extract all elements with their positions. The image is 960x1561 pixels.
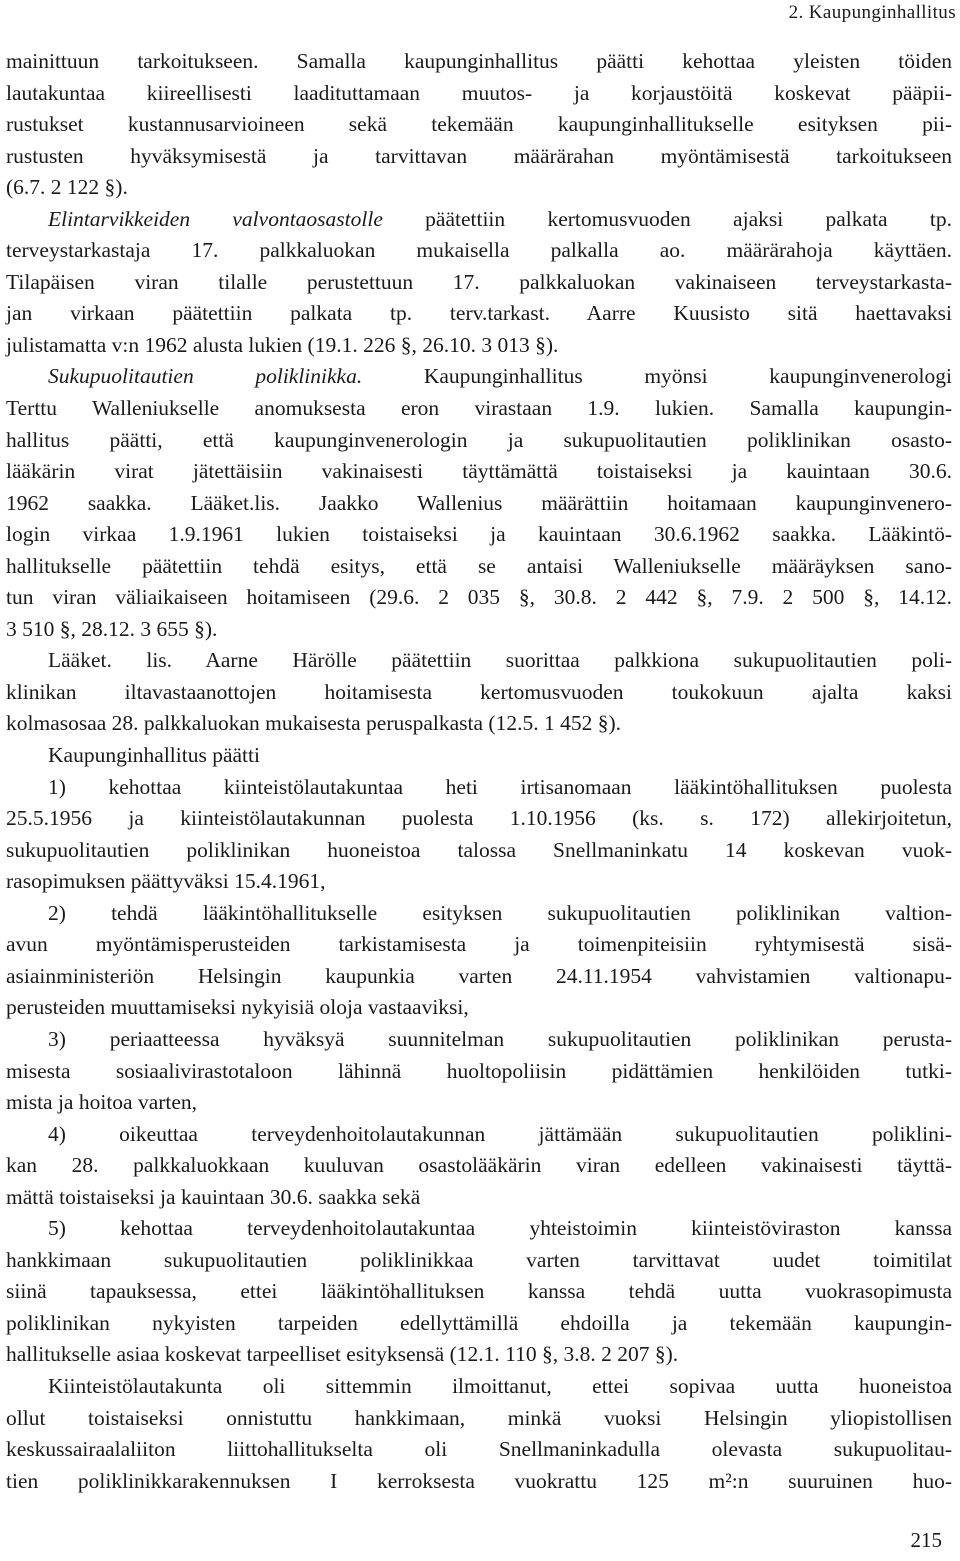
text-segment: rustukset kustannusarvioineen sekä tekemään kaupunginhallitukselle esityksen pii- xyxy=(6,112,952,137)
text-line xyxy=(6,835,952,867)
text-line xyxy=(6,1213,952,1245)
text-line xyxy=(6,551,952,583)
text-segment: 2) tehdä lääkintöhallitukselle esityksen sukupuolitautien poliklinikan valtion- xyxy=(48,900,952,925)
text-segment: keskussairaalaliiton liittohallitukselta oli Snellmaninkadulla olevasta sukupuolitau- xyxy=(6,1437,952,1462)
running-header: 2. Kaupunginhallitus xyxy=(788,2,956,23)
text-line xyxy=(6,109,952,141)
text-segment: mättä toistaiseksi ja kauintaan 30.6. saakka sekä xyxy=(6,1184,421,1209)
text-segment: Lääket. lis. Aarne Härölle päätettiin suorittaa palkkiona sukupuolitautien poli- xyxy=(48,648,952,673)
text-segment: lautakuntaa kiireellisesti laadituttamaan muutos- ja korjaustöitä koskevat pääpii- xyxy=(6,80,952,105)
text-line xyxy=(6,1434,952,1466)
text-segment: mainittuun tarkoitukseen. Samalla kaupunginhallitus päätti kehottaa yleisten töiden xyxy=(6,49,952,73)
text-segment: rasopimuksen päättyväksi 15.4.1961, xyxy=(6,869,326,894)
text-line xyxy=(6,961,952,993)
text-line xyxy=(6,1150,952,1182)
text-line xyxy=(6,141,952,173)
section-heading: Sukupuolitautien poliklinikka. xyxy=(48,364,363,389)
text-line xyxy=(6,645,952,677)
text-segment: (6.7. 2 122 §). xyxy=(6,175,128,200)
text-segment: hallitukselle asiaa koskevat tarpeelliset esityksensä (12.1. 110 §, 3.8. 2 207 §). xyxy=(6,1342,679,1367)
text-segment: Kaupunginhallitus päätti xyxy=(48,743,260,768)
text-line xyxy=(6,772,952,804)
text-segment: sukupuolitautien poliklinikan huoneistoa talossa Snellmaninkatu 14 koskevan vuok- xyxy=(6,837,952,862)
text-segment: terveystarkastaja 17. palkkaluokan mukaisella palkalla ao. määrärahoja käyttäen. xyxy=(6,238,952,263)
text-line xyxy=(6,803,952,835)
text-line xyxy=(6,614,952,646)
text-line xyxy=(6,1403,952,1435)
text-segment: kolmasosaa 28. palkkaluokan mukaisesta peruspalkasta (12.5. 1 452 §). xyxy=(6,711,621,736)
body-text xyxy=(6,46,952,1497)
text-segment: Tilapäisen viran tilalle perustettuun 17. palkkaluokan vakinaiseen terveystarkasta- xyxy=(6,269,952,294)
text-segment: Kiinteistölautakunta oli sittemmin ilmoittanut, ettei sopivaa uutta huoneistoa xyxy=(48,1373,952,1398)
text-line xyxy=(6,740,952,772)
text-line xyxy=(6,267,952,299)
text-segment: lääkärin virat jätettäisiin vakinaisesti täyttämättä toistaiseksi ja kauintaan 30.6. xyxy=(6,459,952,484)
text-line xyxy=(6,1087,952,1119)
text-line xyxy=(6,992,952,1024)
text-line xyxy=(6,866,952,898)
text-segment: kan 28. palkkaluokkaan kuuluvan osastolääkärin viran edelleen vakinaisesti täyttä- xyxy=(6,1153,952,1178)
text-segment: hallitus päätti, että kaupunginvenerologin ja sukupuolitautien poliklinikan osasto- xyxy=(6,427,952,452)
text-line xyxy=(6,582,952,614)
text-segment: perusteiden muuttamiseksi nykyisiä oloja vastaaviksi, xyxy=(6,995,469,1020)
text-line xyxy=(6,677,952,709)
text-line xyxy=(6,1308,952,1340)
text-line xyxy=(6,425,952,457)
text-segment: 25.5.1956 ja kiinteistölautakunnan puolesta 1.10.1956 (ks. s. 172) allekirjoitetun, xyxy=(6,806,952,831)
text-line xyxy=(6,1276,952,1308)
text-line xyxy=(6,46,952,78)
text-segment: rustusten hyväksymisestä ja tarvittavan määrärahan myöntämisestä tarkoitukseen xyxy=(6,143,952,168)
text-segment: mista ja hoitoa varten, xyxy=(6,1090,198,1115)
text-segment: 3 510 §, 28.12. 3 655 §). xyxy=(6,616,218,641)
text-segment: tien poliklinikkarakennuksen I kerroksesta vuokrattu 125 m²:n suuruinen huo- xyxy=(6,1468,952,1493)
text-line xyxy=(6,1371,952,1403)
text-segment: päätettiin kertomusvuoden ajaksi palkata tp. xyxy=(382,206,952,231)
text-segment: siinä tapauksessa, ettei lääkintöhallituksen kanssa tehdä uutta vuokrasopimusta xyxy=(6,1279,952,1304)
text-line xyxy=(6,1024,952,1056)
text-segment: jan virkaan päätettiin palkata tp. terv.tarkast. Aarre Kuusisto sitä haettavaksi xyxy=(6,301,952,326)
text-line xyxy=(6,172,952,204)
text-line xyxy=(6,456,952,488)
text-line xyxy=(6,1182,952,1214)
text-segment: ollut toistaiseksi onnistuttu hankkimaan, minkä vuoksi Helsingin yliopistollisen xyxy=(6,1405,952,1430)
text-segment: 4) oikeuttaa terveydenhoitolautakunnan jättämään sukupuolitautien poliklini- xyxy=(48,1121,952,1146)
text-segment: Kaupunginhallitus myönsi kaupunginvenerologi xyxy=(362,364,952,389)
text-line xyxy=(6,1245,952,1277)
text-line xyxy=(6,298,952,330)
text-segment: julistamatta v:n 1962 alusta lukien (19.1. 226 §, 26.10. 3 013 §). xyxy=(6,332,559,357)
text-line xyxy=(6,1119,952,1151)
text-line xyxy=(6,235,952,267)
text-segment: tun viran väliaikaiseen hoitamiseen (29.6. 2 035 §, 30.8. 2 442 §, 7.9. 2 500 §, 14.12. xyxy=(6,585,952,610)
text-segment: avun myöntämisperusteiden tarkistamisesta ja toimenpiteisiin ryhtymisestä sisä- xyxy=(6,932,952,957)
text-segment: hankkimaan sukupuolitautien poliklinikkaa varten tarvittavat uudet toimitilat xyxy=(6,1247,952,1272)
text-line xyxy=(6,519,952,551)
text-line xyxy=(6,204,952,236)
text-line xyxy=(6,708,952,740)
text-line xyxy=(6,898,952,930)
text-line xyxy=(6,361,952,393)
text-segment: 5) kehottaa terveydenhoitolautakuntaa yhteistoimin kiinteistöviraston kanssa xyxy=(48,1216,952,1241)
text-segment: klinikan iltavastaanottojen hoitamisesta kertomusvuoden toukokuun ajalta kaksi xyxy=(6,679,952,704)
text-segment: Terttu Walleniukselle anomuksesta eron virastaan 1.9. lukien. Samalla kaupungin- xyxy=(6,396,952,421)
text-segment: misesta sosiaalivirastotaloon lähinnä huoltopoliisin pidättämien henkilöiden tutki- xyxy=(6,1058,952,1083)
text-segment: 1) kehottaa kiinteistölautakuntaa heti irtisanomaan lääkintöhallituksen puolesta xyxy=(48,774,952,799)
text-segment: hallitukselle päätettiin tehdä esitys, että se antaisi Walleniukselle määräyksen sano- xyxy=(6,553,952,578)
text-line xyxy=(6,393,952,425)
text-segment: 1962 saakka. Lääket.lis. Jaakko Wallenius määrättiin hoitamaan kaupunginvenero- xyxy=(6,490,952,515)
text-line xyxy=(6,1466,952,1498)
text-line xyxy=(6,1056,952,1088)
text-line xyxy=(6,78,952,110)
text-line xyxy=(6,929,952,961)
text-line xyxy=(6,488,952,520)
text-segment: poliklinikan nykyisten tarpeiden edellyttämillä ehdoilla ja tekemään kaupungin- xyxy=(6,1310,952,1335)
text-segment: login virkaa 1.9.1961 lukien toistaiseksi ja kauintaan 30.6.1962 saakka. Lääkintö- xyxy=(6,522,952,547)
section-heading: Elintarvikkeiden valvontaosastolle xyxy=(48,206,383,231)
text-line xyxy=(6,1339,952,1371)
text-segment: asiainministeriön Helsingin kaupunkia varten 24.11.1954 vahvistamien valtionapu- xyxy=(6,963,952,988)
text-segment: 3) periaatteessa hyväksyä suunnitelman sukupuolitautien poliklinikan perusta- xyxy=(48,1026,952,1051)
page-number: 215 xyxy=(910,1528,942,1552)
text-line xyxy=(6,330,952,362)
